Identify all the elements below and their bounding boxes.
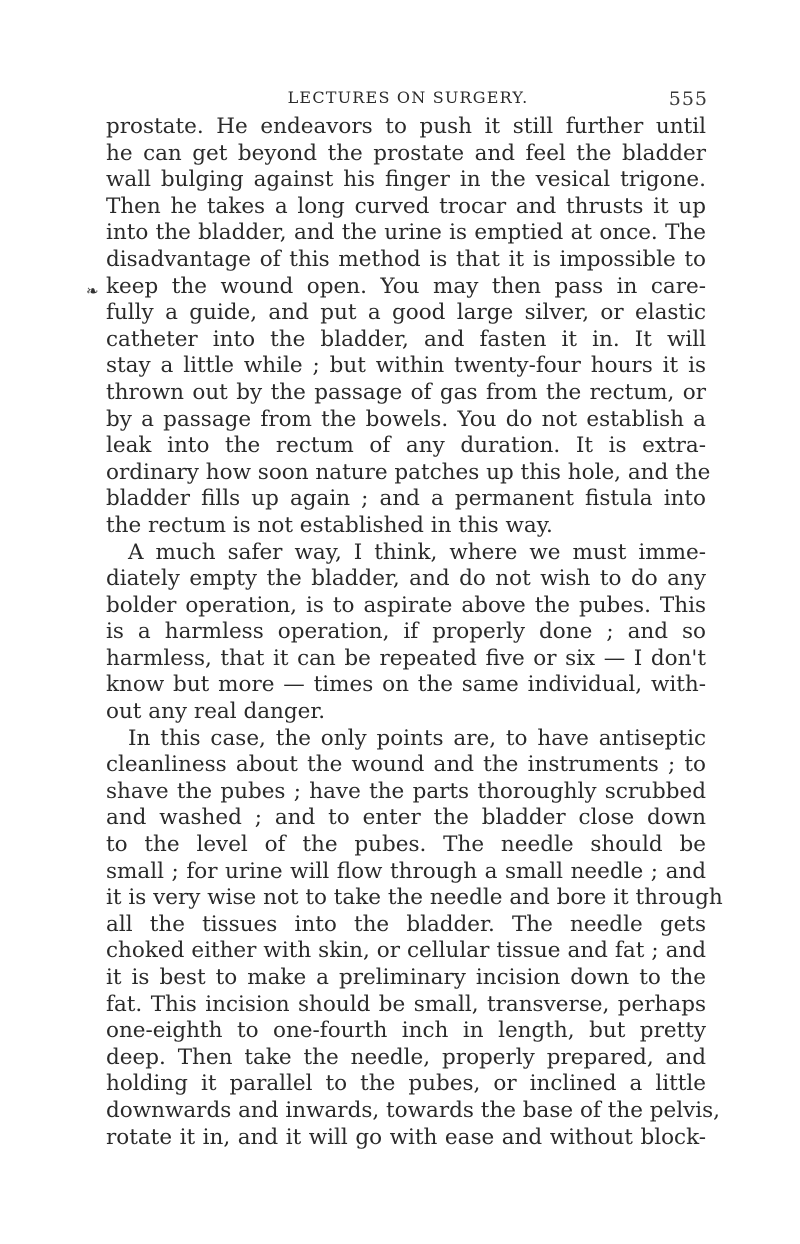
text-line: thrown out by the passage of gas from the rectum, or [106, 379, 706, 405]
running-head [108, 88, 708, 112]
text-line: it is best to make a preliminary incision down to the [106, 965, 706, 990]
text-line: disadvantage of this method is that it is impossible to [106, 246, 706, 272]
text-line: into the bladder, and the urine is emptied at once. The [106, 220, 706, 246]
paragraph-start-line: In this case, the only points are, to have antiseptic [128, 725, 706, 751]
text-line: fat. This incision should be small, transverse, perhaps [106, 991, 706, 1017]
text-line: cleanliness about the wound and the instruments ; to [106, 752, 706, 778]
text-line: one-eighth to one-fourth inch in length, but pretty [106, 1018, 706, 1044]
text-line: all the tissues into the bladder. The needle gets [106, 911, 706, 937]
text-line: diately empty the bladder, and do not wish to do any [106, 566, 706, 592]
text-line: leak into the rectum of any duration. It is extra- [106, 433, 706, 459]
text-line: catheter into the bladder, and fasten it in. It will [106, 326, 706, 352]
body-text [106, 114, 723, 1151]
paragraph-end-line: the rectum is not established in this way. [106, 512, 553, 538]
text-line: and washed ; and to enter the bladder close down [106, 805, 706, 831]
text-line: prostate. He endeavors to push it still further until [106, 114, 706, 139]
paragraph-end-line: out any real danger. [106, 699, 326, 725]
text-line: bladder fills up again ; and a permanent fistula into [106, 486, 706, 512]
text-line: small ; for urine will flow through a small needle ; and [106, 858, 706, 884]
paragraph-start-line: A much safer way, I think, where we must imme- [128, 539, 706, 565]
text-line: Then he takes a long curved trocar and thrusts it up [106, 193, 706, 219]
text-line: choked either with skin, or cellular tissue and fat ; and [106, 938, 706, 964]
text-line: deep. Then take the needle, properly prepared, and [106, 1044, 706, 1070]
page-number: 555 [668, 88, 708, 110]
margin-mark-icon: ❧ [86, 282, 99, 300]
text-line: keep the wound open. You may then pass in care- [106, 273, 706, 299]
text-line: to the level of the pubes. The needle should be [106, 832, 706, 858]
text-line: harmless, that it can be repeated five or six — I don't [106, 645, 706, 671]
text-line: stay a little while ; but within twenty-four hours it is [106, 353, 706, 379]
text-line: bolder operation, is to aspirate above the pubes. This [106, 592, 706, 618]
text-line: holding it parallel to the pubes, or inclined a little [106, 1071, 706, 1097]
text-line: downwards and inwards, towards the base of the pelvis, [106, 1097, 720, 1123]
text-line: he can get beyond the prostate and feel the bladder [106, 140, 706, 166]
text-line: fully a guide, and put a good large silver, or elastic [106, 300, 706, 326]
text-line: know but more — times on the same individual, with- [106, 672, 706, 698]
text-line: rotate it in, and it will go with ease and without block- [106, 1124, 706, 1150]
text-line: it is very wise not to take the needle and bore it through [106, 885, 723, 911]
running-title: LECTURES ON SURGERY. [287, 88, 529, 107]
text-line: ordinary how soon nature patches up this hole, and the [106, 459, 711, 485]
text-line: by a passage from the bowels. You do not establish a [106, 406, 706, 432]
text-line: is a harmless operation, if properly done ; and so [106, 619, 706, 645]
text-line: shave the pubes ; have the parts thoroughly scrubbed [106, 778, 706, 804]
text-line: wall bulging against his finger in the vesical trigone. [106, 167, 706, 193]
